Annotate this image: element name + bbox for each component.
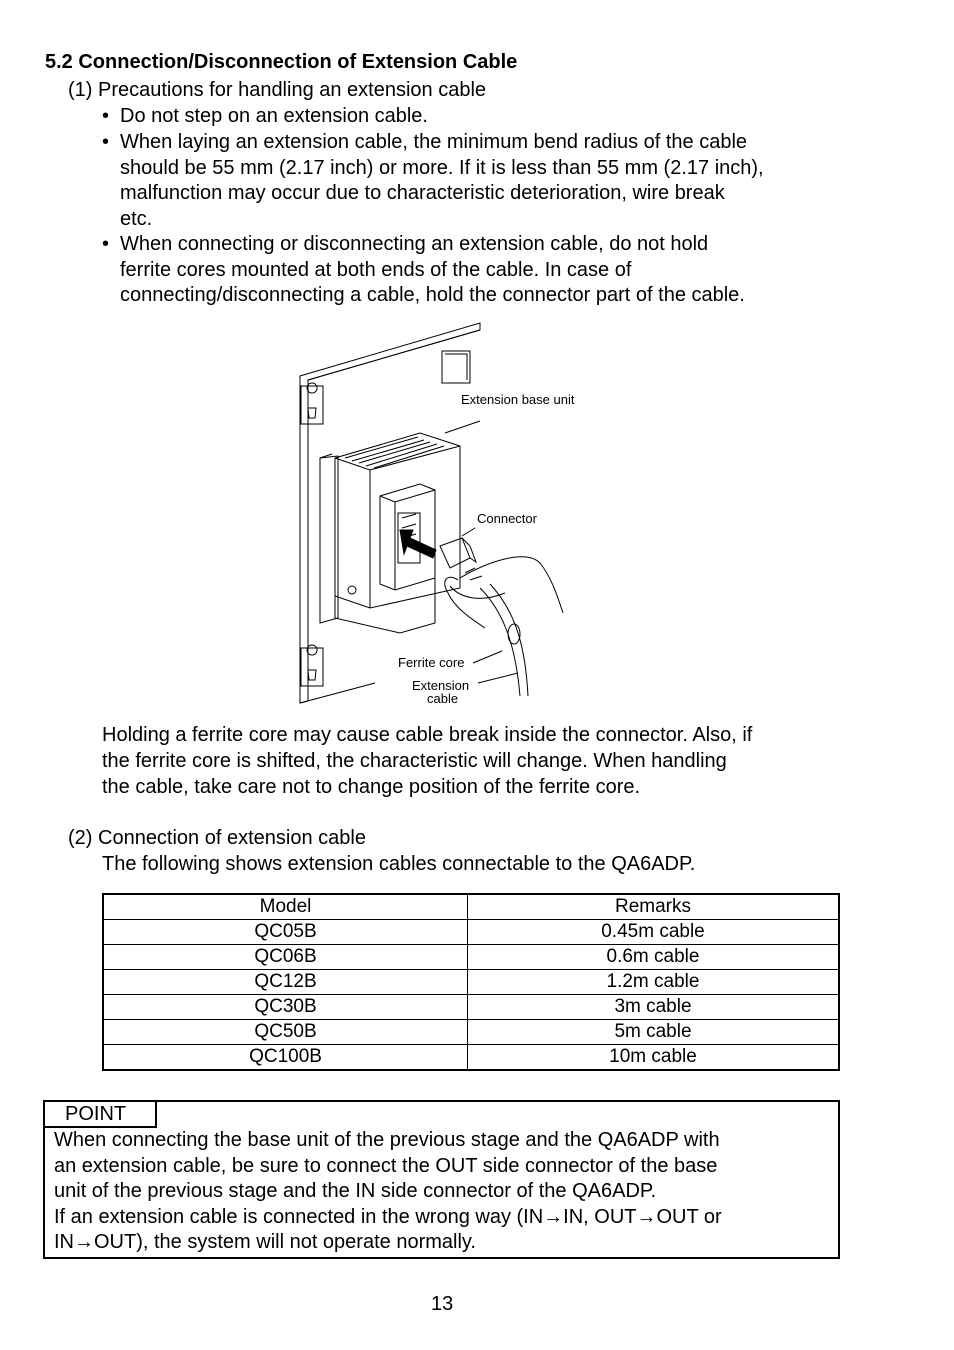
table-cell: QC12B [103, 970, 468, 995]
point-title: POINT [65, 1103, 127, 1125]
bullet-line: ferrite cores mounted at both ends of the cable. In case of [120, 258, 632, 281]
note-line: Holding a ferrite core may cause cable break inside the connector. Also, if [102, 724, 753, 746]
point-line: If an extension cable is connected in the wrong way (IN→IN, OUT→OUT or [54, 1205, 722, 1228]
table-cell: 10m cable [468, 1045, 840, 1071]
point-line: IN→OUT), the system will not operate normally. [54, 1231, 476, 1253]
page-number: 13 [431, 1293, 454, 1315]
bullet-line: connecting/disconnecting a cable, hold the connector part of the cable. [120, 284, 745, 306]
note-line: the ferrite core is shifted, the characteristic will change. When handling [102, 750, 727, 772]
bullet-line: should be 55 mm (2.17 inch) or more. If it is less than 55 mm (2.17 inch), [120, 156, 764, 179]
extension-cable-illustration [290, 318, 610, 713]
bullet-line: Do not step on an extension cable. [120, 105, 428, 127]
figure-label-cable: cable [427, 691, 459, 706]
point-line: unit of the previous stage and the IN side connector of the QA6ADP. [54, 1180, 657, 1202]
part2-heading: (2) Connection of extension cable [68, 827, 366, 849]
point-tab [43, 1100, 157, 1128]
table-cell: QC30B [103, 995, 468, 1020]
table-cell: QC05B [103, 920, 468, 945]
part2-intro: The following shows extension cables connectable to the QA6ADP. [102, 853, 696, 875]
figure-label-cable: Extension [412, 678, 470, 693]
section-title: 5.2 Connection/Disconnection of Extension Cable [45, 51, 518, 73]
table-cell: 5m cable [468, 1020, 840, 1045]
table-cell: 0.6m cable [468, 945, 840, 970]
part1-heading: (1) Precautions for handling an extension cable [68, 79, 487, 101]
table-row [103, 970, 839, 995]
table-header: Model [103, 894, 468, 920]
point-line: When connecting the base unit of the previous stage and the QA6ADP with [54, 1129, 720, 1151]
bullet-line: When laying an extension cable, the minimum bend radius of the cable [120, 131, 748, 153]
extension-cable-table [102, 893, 840, 1071]
figure-label-base-unit: Extension base unit [461, 392, 575, 407]
figure-label-connector: Connector [477, 511, 537, 526]
bullet-line: When connecting or disconnecting an extension cable, do not hold [120, 233, 709, 255]
table-cell: 3m cable [468, 995, 840, 1020]
bullet-icon: • [102, 233, 110, 255]
table-row [103, 945, 839, 970]
point-text [54, 1128, 722, 1256]
bullet-line: etc. [120, 207, 153, 230]
table-row [103, 920, 839, 945]
note-line: the cable, take care not to change position of the ferrite core. [102, 776, 641, 798]
table-row [103, 995, 839, 1020]
figure-label-ferrite-core: Ferrite core [398, 655, 465, 670]
table-cell: QC06B [103, 945, 468, 970]
table-cell: QC50B [103, 1020, 468, 1045]
bullet-icon: • [102, 105, 110, 127]
bullet-line: malfunction may occur due to characteristic deterioration, wire break [120, 182, 725, 204]
point-line: an extension cable, be sure to connect the OUT side connector of the base [54, 1154, 718, 1177]
table-header-row [103, 894, 839, 920]
table-row [103, 1045, 839, 1071]
table-header: Remarks [468, 894, 840, 920]
table-cell: 0.45m cable [468, 920, 840, 945]
table-cell: QC100B [103, 1045, 468, 1071]
bullet-icon: • [102, 131, 110, 153]
table-row [103, 1020, 839, 1045]
table-cell: 1.2m cable [468, 970, 840, 995]
